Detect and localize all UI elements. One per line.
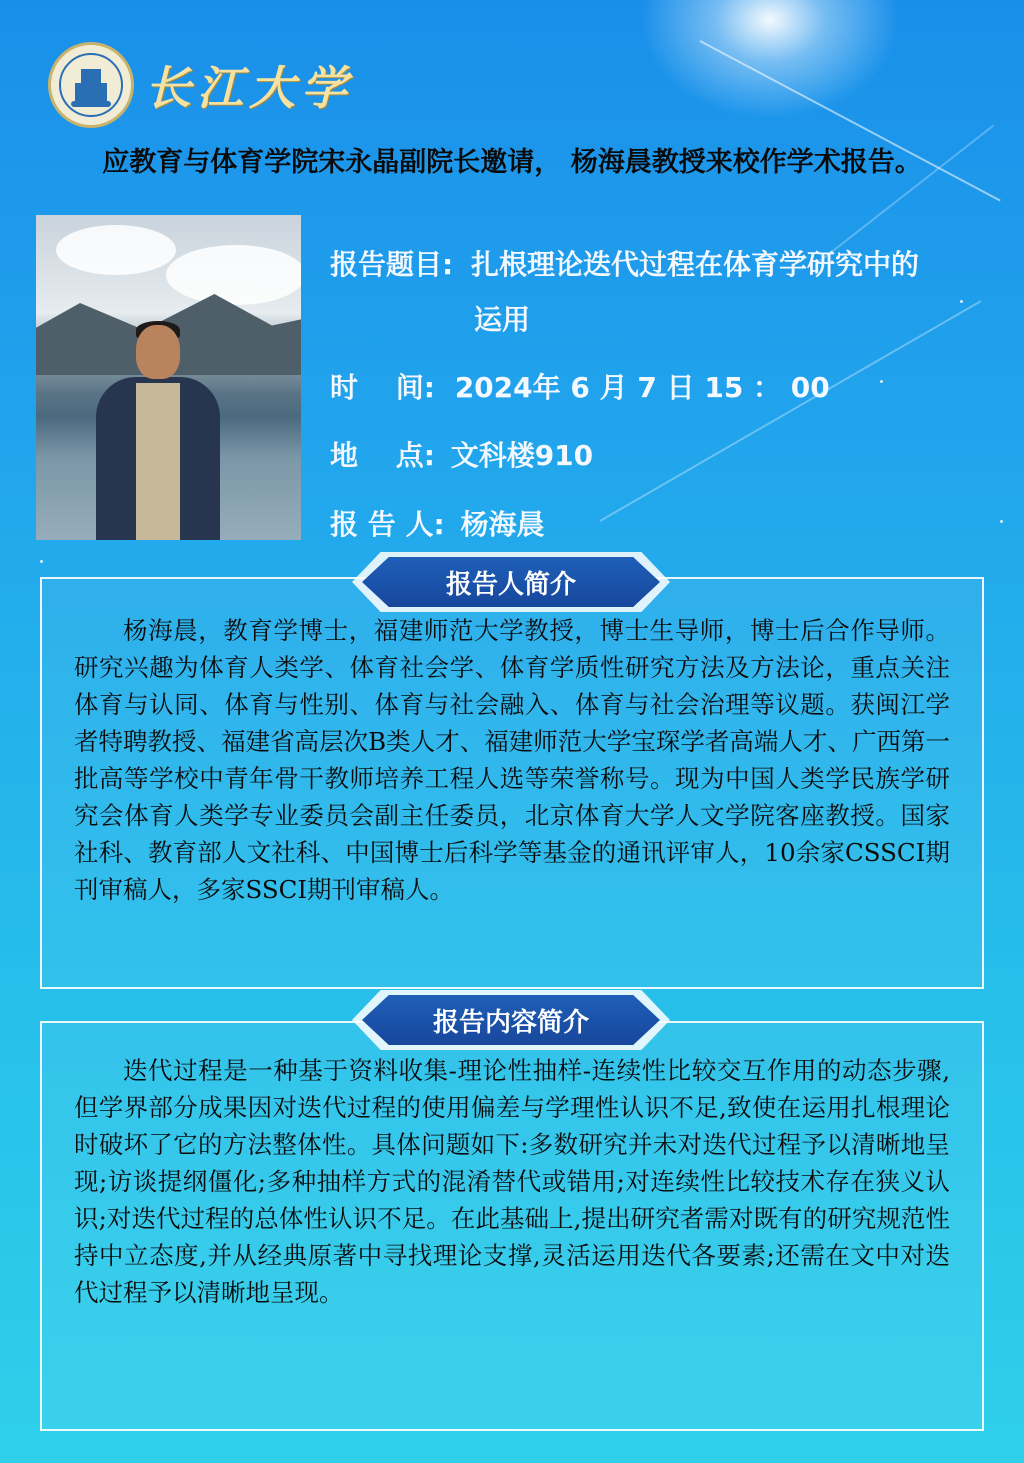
light-streak	[600, 300, 982, 522]
speaker-value: 杨海晨	[460, 508, 545, 541]
time-value: 2024年 6 月 7 日 15 ： 00	[454, 371, 830, 404]
time-row	[330, 366, 830, 406]
sparkle	[880, 380, 883, 383]
content-text: 迭代过程是一种基于资料收集-理论性抽样-连续性比较交互作用的动态步骤,但学界部分成果因对迭代过程的使用偏差与学理性认识不足,致使在运用扎根理论时破坏了它的方法整体性。具体问题如下:多数研究并未对迭代过程予以清晰地呈现;访谈提纲僵化;多种抽样方式的混淆替代或错用;对连续性比较技术存在狭义认识;对迭代过程的总体性认识不足。在此基础上,提出研究者需对既有的研究规范性持中立态度,并从经典原著中寻找理论支撑,灵活运用迭代各要素;还需在文中对迭代过程予以清晰地呈现。	[74, 1056, 950, 1307]
content-banner	[362, 995, 660, 1045]
topic-value-line2: 运用	[474, 303, 531, 336]
topic-value: 扎根理论迭代过程在体育学研究中的	[470, 248, 919, 281]
speaker-label: 报 告 人:	[330, 508, 445, 541]
topic-row	[330, 243, 919, 283]
time-label: 时 间:	[330, 371, 435, 404]
university-name: 长江大学	[145, 61, 353, 115]
bio-banner	[362, 557, 660, 607]
light-flare	[640, 0, 900, 120]
bio-text: 杨海晨，教育学博士，福建师范大学教授，博士生导师，博士后合作导师。研究兴趣为体育人类学、体育社会学、体育学质性研究方法及方法论，重点关注体育与认同、体育与性别、体育与社会融入、体育与社会治理等议题。获闽江学者特聘教授、福建省高层次B类人才、福建师范大学宝琛学者高端人才、广西第一批高等学校中青年骨干教师培养工程人选等荣誉称号。现为中国人类学民族学研究会体育人类学专业委员会副主任委员，北京体育大学人文学院客座教授。国家社科、教育部人文社科、中国博士后科学等基金的通讯评审人，10余家CSSCI期刊审稿人，多家SSCI期刊审稿人。	[74, 616, 950, 904]
sparkle	[960, 300, 963, 303]
headline: 应教育与体育学院宋永晶副院长邀请， 杨海晨教授来校作学术报告。	[102, 147, 922, 178]
place-label: 地 点:	[330, 439, 435, 472]
place-value: 文科楼910	[450, 439, 594, 472]
place-row	[330, 434, 593, 474]
topic-label: 报告题目:	[330, 248, 454, 281]
content-title: 报告内容简介	[432, 1007, 589, 1038]
bio-title: 报告人简介	[445, 569, 576, 600]
speaker-photo	[36, 215, 301, 540]
university-seal-logo	[48, 42, 134, 128]
sparkle	[40, 560, 43, 563]
sparkle	[1000, 520, 1003, 523]
speaker-row	[330, 503, 544, 543]
